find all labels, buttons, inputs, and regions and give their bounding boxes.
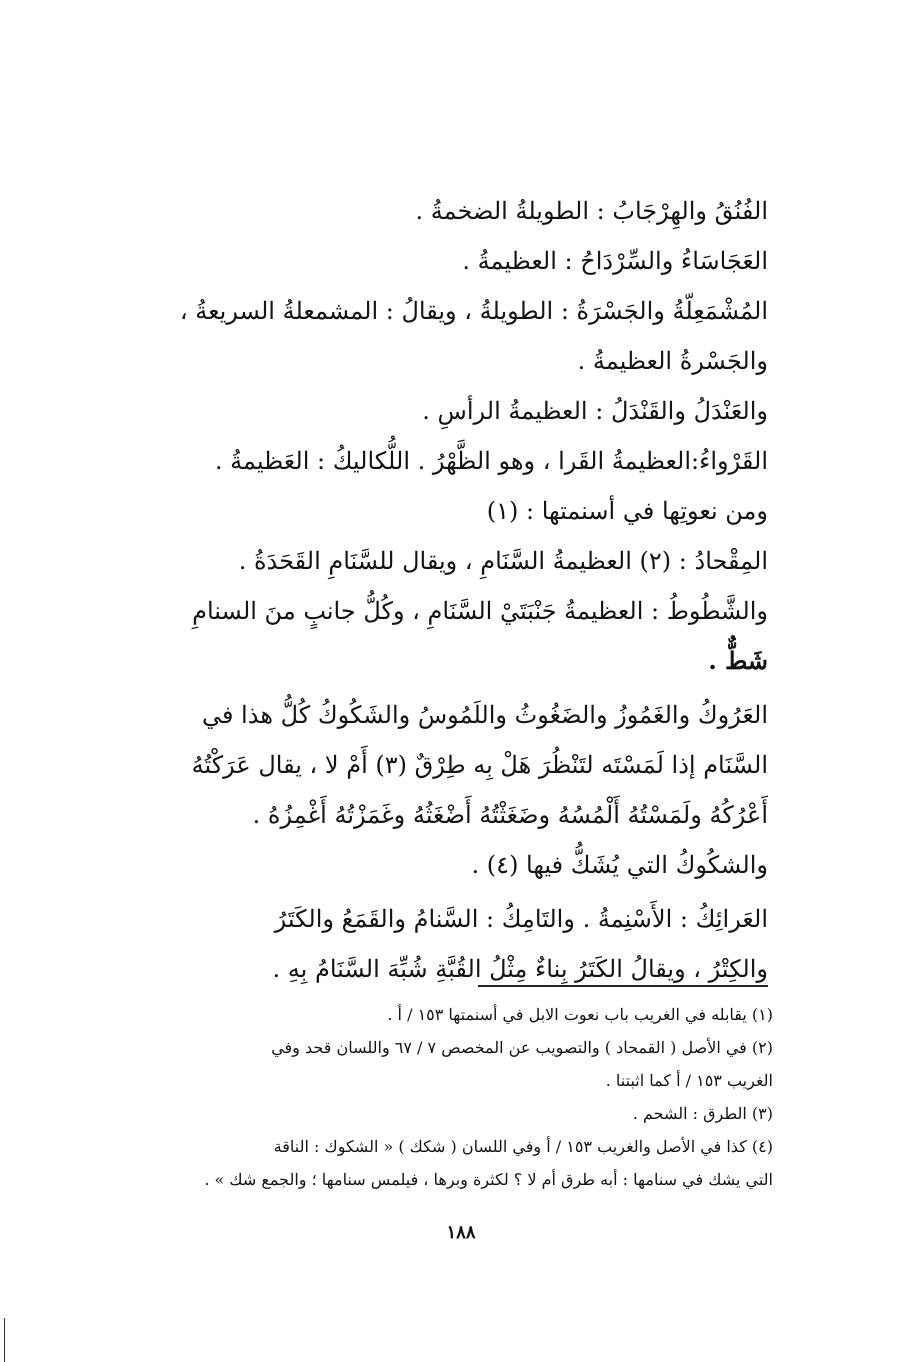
text-line: السَّنَام إذا لَمَسْتَه لتَنْظُرَ هَلْ بِه طِرْقٌ (٣) أَمْ لا ، يقال عَرَكْتُهُ xyxy=(191,751,768,779)
text-line: والعَنْدَلُ والقَنْدَلُ : العظيمةُ الرأسِ . xyxy=(422,397,768,425)
footnote-line: (١) يقابله في الغريب باب نعوت الابل في أسنمتها ١٥٣ / أ . xyxy=(387,1005,773,1024)
text-line: أَعْرُكُهُ ولَمَسْتُهُ أَلْمُسُهُ وضَغَثْتُهُ أَضْغَثُهُ وغَمَزْتُهُ أَغْمِزُهُ . xyxy=(252,801,768,829)
text-line: الفُنُقُ والهِرْجَابُ : الطويلةُ الضخمةُ . xyxy=(415,197,768,225)
footnote-divider xyxy=(478,985,768,987)
text-line: القَرْواءُ:العظيمةُ القَرا ، وهو الظَّهْرُ . اللُّكاليكُ : العَظيمةُ . xyxy=(214,447,768,475)
footnotes xyxy=(158,998,773,1196)
footnote-line: الغريب ١٥٣ / أ كما اثبتنا . xyxy=(605,1071,773,1090)
text-line: العَرائِكُ : الأَسْنِمةُ . والتَامِكُ : السَّنامُ والقَمَعُ والكَتَرُ xyxy=(274,905,768,933)
footnote-line: (٢) في الأصل ( القمحاد ) والتصويب عن المخصص ٧ / ٦٧ واللسان قحد وفي xyxy=(271,1038,773,1057)
footnote-line: التي يشك في سنامها : أبه طرق أم لا ؟ لكثرة وبرها ، فيلمس سنامها ؛ والجمع شك » . xyxy=(204,1170,773,1189)
footnote-line: (٣) الطرق : الشحم . xyxy=(632,1104,773,1123)
text-line: المُشْمَعِلّةُ والجَسْرَةُ : الطويلةُ ، ويقالُ : المشمعلةُ السريعةُ ، xyxy=(179,297,768,325)
text-line: المِقْحادُ : (٢) العظيمةُ السَّنَامِ ، ويقال للسَّنَامِ القَحَدَةُ . xyxy=(238,547,768,575)
text-line: العَرُوكُ والغَمُوزُ والضَغُوثُ واللَمُوسُ والشَكُوكُ كُلُّ هذا في xyxy=(201,701,768,729)
page-number: ١٨٨ xyxy=(446,1222,476,1243)
text-line: شَطٌّ . xyxy=(708,646,768,675)
text-line: العَجَاسَاءُ والسِّرْدَاحُ : العظيمةُ . xyxy=(462,247,768,275)
text-line: والجَسْرةُ العظيمةُ . xyxy=(577,347,768,375)
main-text xyxy=(158,186,768,994)
text-line: ومن نعوتِها في أسنمتها : (١) xyxy=(486,497,768,525)
text-line: والشكُوكُ التي يُشَكُّ فيها (٤) . xyxy=(471,851,768,879)
text-line: والكِتْرُ ، ويقالُ الكَتَرُ بِناءٌ مِثْلُ القُبَّةِ شُبِّهَ السَّنَامُ بِهِ . xyxy=(272,955,768,983)
footnote-line: (٤) كذا في الأصل والغريب ١٥٣ / أ وفي اللسان ( شكك ) « الشكوك : الناقة xyxy=(273,1137,773,1156)
text-line: والشَّطُوطُ : العظيمةُ جَنْبَتَيْ السَّنَامِ ، وكُلُّ جانبٍ منَ السنامِ xyxy=(192,597,768,625)
scan-edge-line xyxy=(4,1318,5,1362)
